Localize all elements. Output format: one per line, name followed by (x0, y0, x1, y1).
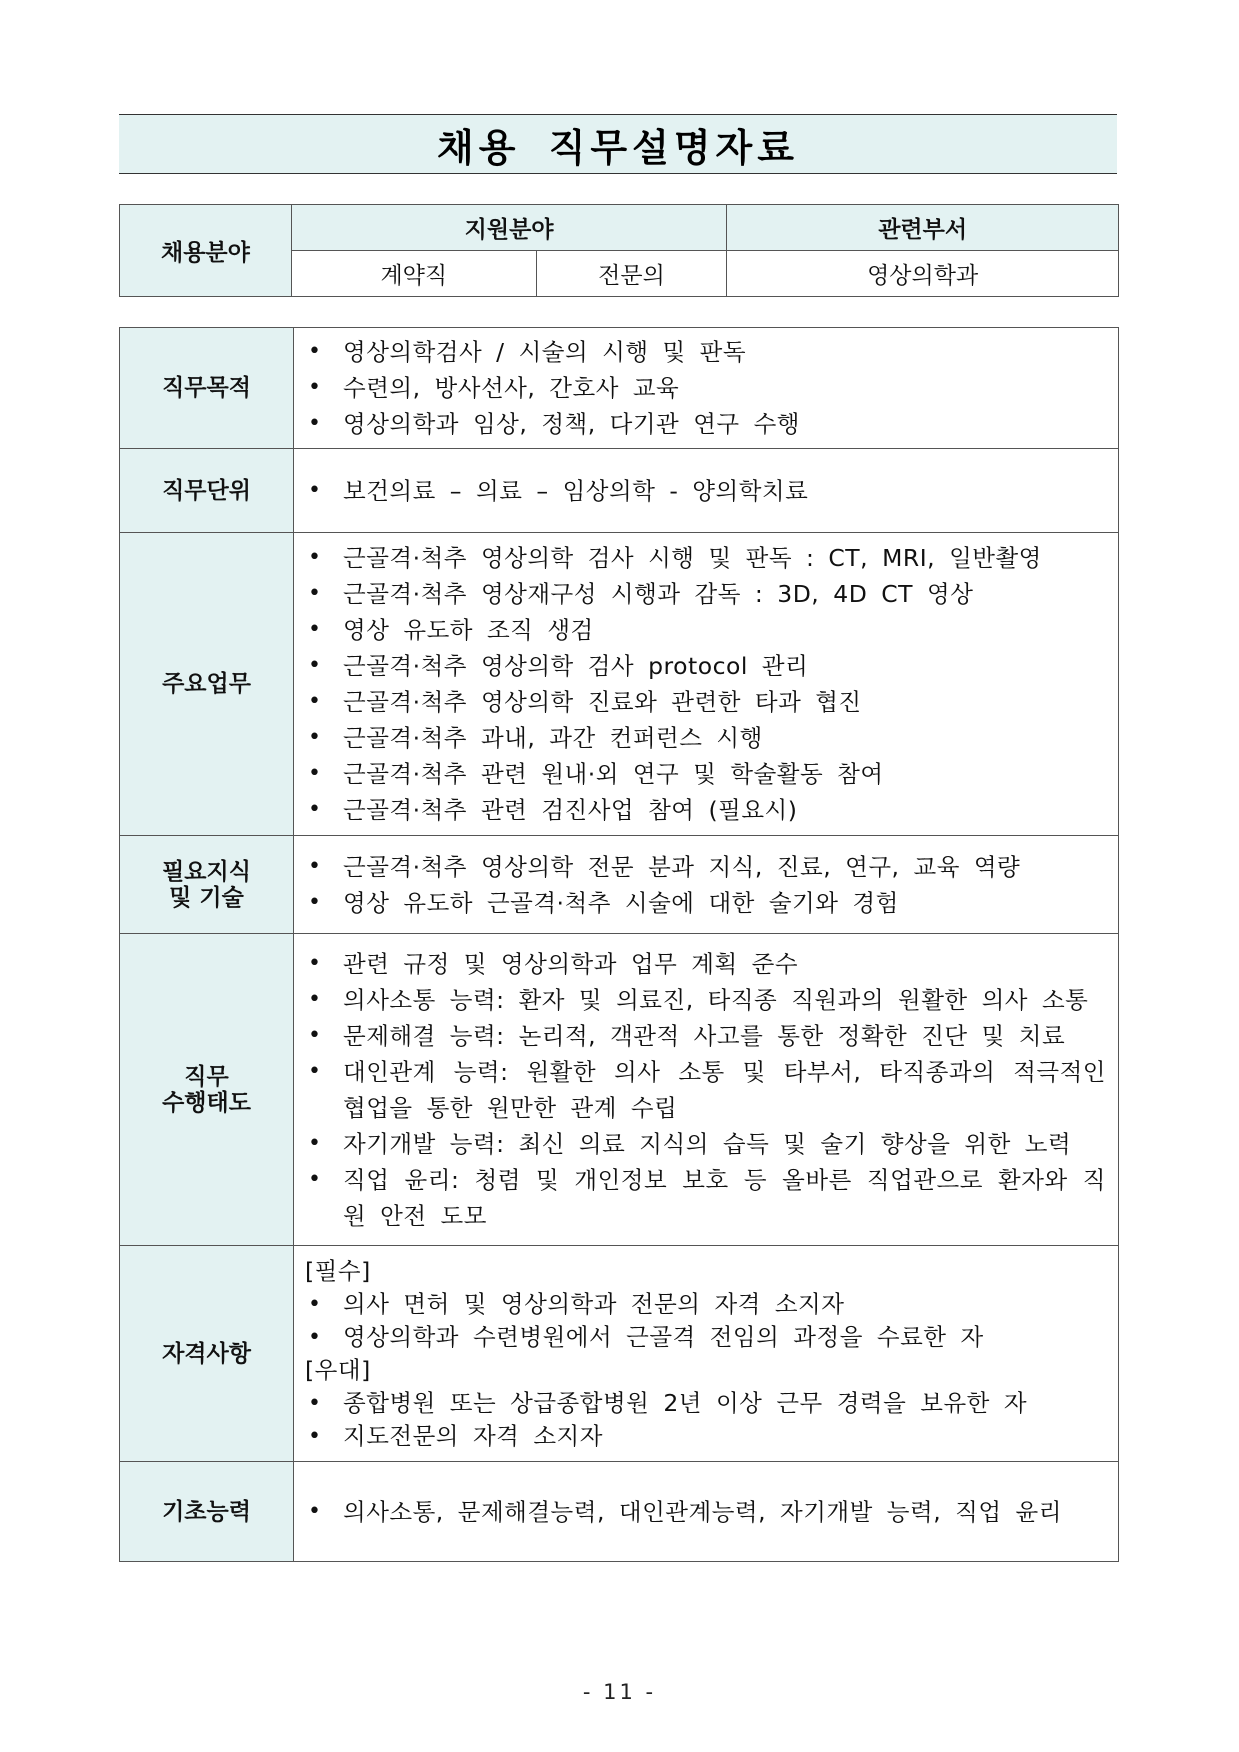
list-item: • 근골격·척추 영상의학 검사 시행 및 판독 : CT, MRI, 일반촬영 (305, 540, 1106, 576)
section-row (120, 1246, 1119, 1462)
list-item: • 대인관계 능력: 원활한 의사 소통 및 타부서, 타직종과의 적극적인 협업을 통한 원만한 관계 수립 (305, 1054, 1106, 1126)
section-label-line: 직무 (184, 1063, 229, 1090)
list-item: • 직업 윤리: 청렴 및 개인정보 보호 등 올바른 직업관으로 환자와 직원 안전 도모 (305, 1162, 1106, 1234)
required-label: [필수] (305, 1256, 371, 1285)
list-item: • 의사소통, 문제해결능력, 대인관계능력, 자기개발 능력, 직업 윤리 (305, 1494, 1106, 1530)
position: 전문의 (536, 251, 727, 297)
section-content (294, 934, 1119, 1246)
list-item: • 영상 유도하 근골격·척추 시술에 대한 술기와 경험 (305, 885, 1106, 921)
section-label-line: 및 기술 (169, 884, 244, 911)
employment-type: 계약직 (291, 251, 536, 297)
list-item: • 근골격·척추 관련 원내·외 연구 및 학술활동 참여 (305, 756, 1106, 792)
list-item: • 지도전문의 자격 소지자 (305, 1420, 1106, 1453)
department: 영상의학과 (727, 251, 1119, 297)
recruit-label: 채용분야 (120, 205, 292, 297)
list-item: • 보건의료 – 의료 – 임상의학 - 양의학치료 (305, 473, 1106, 509)
section-content (294, 328, 1119, 449)
list-item: • 자기개발 능력: 최신 의료 지식의 습득 및 술기 향상을 위한 노력 (305, 1126, 1106, 1162)
section-label: 주요업무 (120, 533, 294, 836)
list-item: • 종합병원 또는 상급종합병원 2년 이상 근무 경력을 보유한 자 (305, 1387, 1106, 1420)
section-row (120, 934, 1119, 1246)
recruit-table (119, 204, 1119, 297)
list-item: • 영상의학과 수련병원에서 근골격 전임의 과정을 수료한 자 (305, 1321, 1106, 1354)
section-content (294, 836, 1119, 934)
title-banner (119, 114, 1117, 174)
list-item: • 근골격·척추 관련 검진사업 참여 (필요시) (305, 792, 1106, 828)
list-item: • 근골격·척추 영상의학 검사 protocol 관리 (305, 648, 1106, 684)
section-label-line: 수행태도 (162, 1089, 251, 1116)
section-label: 직무목적 (120, 328, 294, 449)
list-item: • 근골격·척추 영상재구성 시행과 감독 : 3D, 4D CT 영상 (305, 576, 1106, 612)
dept-header: 관련부서 (727, 205, 1119, 251)
preferred-label: [우대] (305, 1355, 371, 1384)
list-item: • 근골격·척추 영상의학 전문 분과 지식, 진료, 연구, 교육 역량 (305, 849, 1106, 885)
list-item: • 문제해결 능력: 논리적, 객관적 사고를 통한 정확한 진단 및 치료 (305, 1018, 1106, 1054)
section-label-line: 필요지식 (162, 858, 251, 885)
section-content (294, 1462, 1119, 1562)
list-item: • 근골격·척추 과내, 과간 컨퍼런스 시행 (305, 720, 1106, 756)
list-item: • 근골격·척추 영상의학 진료와 관련한 타과 협진 (305, 684, 1106, 720)
list-item: • 영상의학과 임상, 정책, 다기관 연구 수행 (305, 406, 1106, 442)
section-label (120, 836, 294, 934)
section-label (120, 934, 294, 1246)
list-item: • 영상 유도하 조직 생검 (305, 612, 1106, 648)
section-row (120, 1462, 1119, 1562)
page-number: - 11 - (582, 1680, 657, 1704)
section-label: 직무단위 (120, 449, 294, 533)
page-title: 채용 직무설명자료 (437, 125, 799, 170)
section-row (120, 533, 1119, 836)
list-item: • 의사 면허 및 영상의학과 전문의 자격 소지자 (305, 1288, 1106, 1321)
section-label: 기초능력 (120, 1462, 294, 1562)
list-item: • 의사소통 능력: 환자 및 의료진, 타직종 직원과의 원활한 의사 소통 (305, 982, 1106, 1018)
section-row (120, 328, 1119, 449)
job-description-table (119, 327, 1119, 1562)
section-content (294, 533, 1119, 836)
section-row (120, 836, 1119, 934)
list-item: • 관련 규정 및 영상의학과 업무 계획 준수 (305, 946, 1106, 982)
field-header: 지원분야 (291, 205, 726, 251)
list-item: • 영상의학검사 / 시술의 시행 및 판독 (305, 334, 1106, 370)
section-content (294, 1246, 1119, 1462)
list-item: • 수련의, 방사선사, 간호사 교육 (305, 370, 1106, 406)
section-content (294, 449, 1119, 533)
section-label: 자격사항 (120, 1246, 294, 1462)
section-row (120, 449, 1119, 533)
